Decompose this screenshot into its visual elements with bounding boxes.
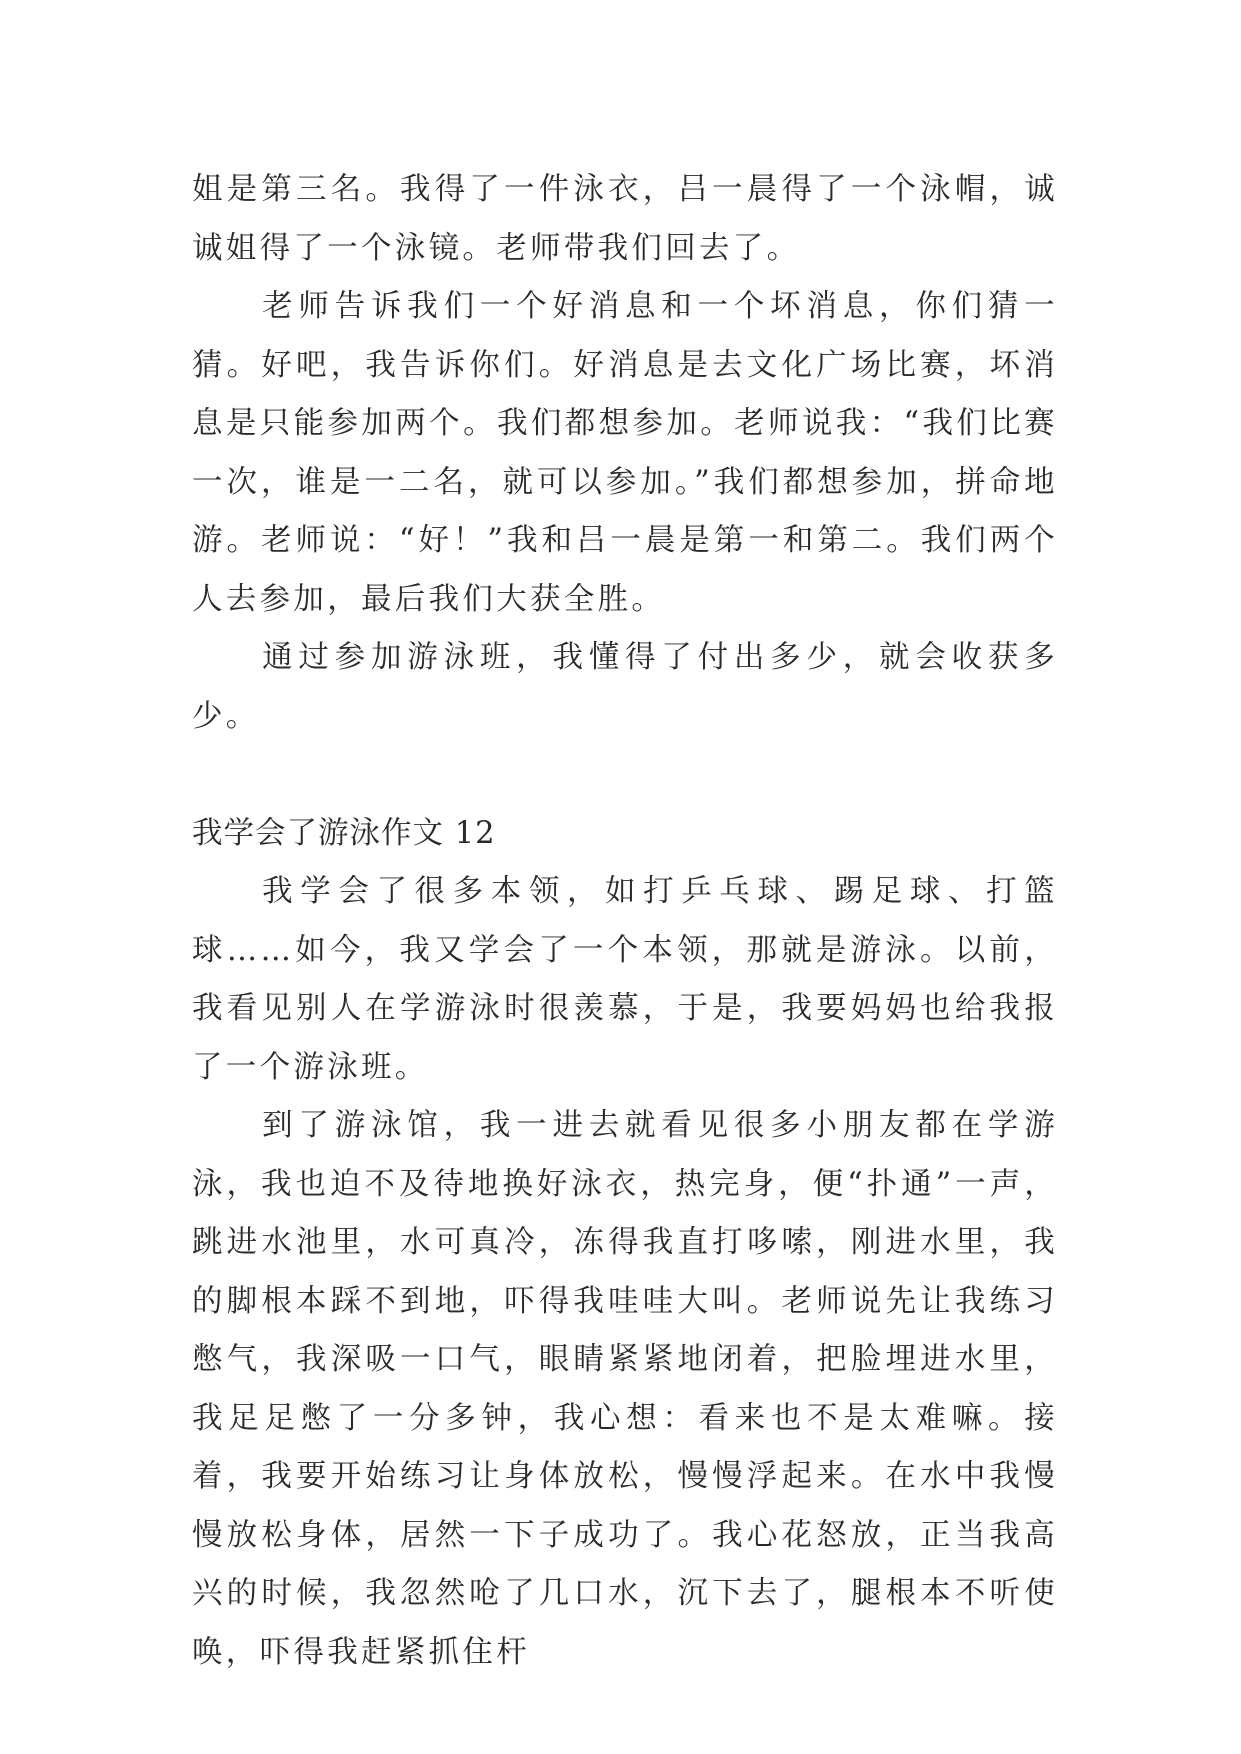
paragraph: 我学会了很多本领，如打乒乓球、踢足球、打篮球……如今，我又学会了一个本领，那就是游泳。以前，我看见别人在学游泳时很羡慕，于是，我要妈妈也给我报了一个游泳班。 [192,874,1058,1085]
paragraph: 通过参加游泳班，我懂得了付出多少，就会收获多少。 [192,640,1058,734]
section-title: 我学会了游泳作文 12 [192,815,496,851]
paragraph: 老师告诉我们一个好消息和一个坏消息，你们猜一猜。好吧，我告诉你们。好消息是去文化广场比赛，坏消息是只能参加两个。我们都想参加。老师说我：“我们比赛一次，谁是一二名，就可以参加。”我们都想参加，拼命地游。老师说：“好！”我和吕一晨是第一和第二。我们两个人去参加，最后我们大获全胜。 [192,289,1058,617]
text-column [192,161,1058,1682]
paragraph: 姐是第三名。我得了一件泳衣，吕一晨得了一个泳帽，诚诚姐得了一个泳镜。老师带我们回去了。 [192,172,1058,266]
paragraph: 到了游泳馆，我一进去就看见很多小朋友都在学游泳，我也迫不及待地换好泳衣，热完身，便“扑通”一声，跳进水池里，水可真冷，冻得我直打哆嗦，刚进水里，我的脚根本踩不到地，吓得我哇哇大叫。老师说先让我练习憋气，我深吸一口气，眼睛紧紧地闭着，把脸埋进水里，我足足憋了一分多钟，我心想：看来也不是太难嘛。接着，我要开始练习让身体放松，慢慢浮起来。在水中我慢慢放松身体，居然一下子成功了。我心花怒放，正当我高兴的时候，我忽然呛了几口水，沉下去了，腿根本不听使唤，吓得我赶紧抓住杆 [192,1108,1058,1670]
